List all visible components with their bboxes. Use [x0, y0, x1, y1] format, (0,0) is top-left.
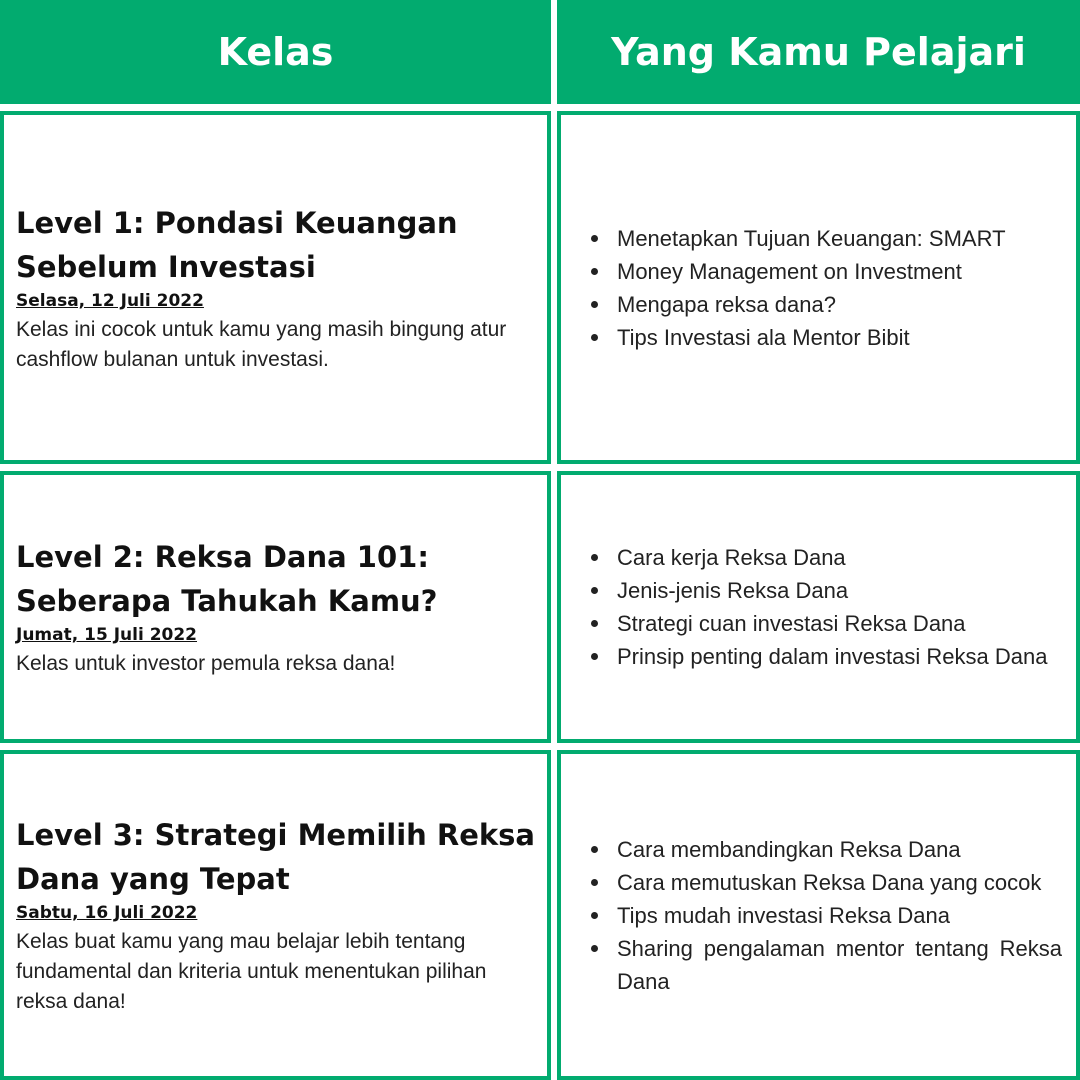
topic-text: Prinsip penting dalam investasi Reksa Dana: [617, 644, 1048, 669]
bullet-icon: [591, 912, 598, 919]
topic-item: [587, 607, 1062, 640]
topic-text: Tips mudah investasi Reksa Dana: [617, 902, 951, 928]
topics-cell-level-2: [557, 471, 1080, 743]
class-cell-level-2: [0, 471, 551, 743]
topic-text: Sharing pengalaman mentor tentang Reksa Dana: [617, 935, 1062, 994]
bullet-icon: [591, 879, 598, 886]
bullet-icon: [591, 620, 598, 627]
topic-text: Jenis-jenis Reksa Dana: [617, 578, 849, 603]
header-yang-kamu-pelajari: [557, 0, 1080, 104]
topics-cell-level-1: [557, 111, 1080, 464]
topic-list: [587, 222, 1062, 354]
topic-item: [587, 640, 1062, 673]
topic-item: [587, 932, 1062, 998]
bullet-icon: [591, 587, 598, 594]
class-title: Level 2: Reksa Dana 101: Seberapa Tahukah Kamu?: [16, 540, 438, 618]
class-title: Level 3: Strategi Memilih Reksa Dana yang Tepat: [16, 818, 535, 896]
topic-text: Cara memutuskan Reksa Dana yang cocok: [617, 869, 1042, 895]
bullet-icon: [591, 301, 598, 308]
class-cell-level-3: [0, 750, 551, 1080]
topic-item: [587, 866, 1062, 899]
topic-item: [587, 541, 1062, 574]
class-date: Jumat, 15 Juli 2022: [16, 625, 198, 645]
class-description: Kelas untuk investor pemula reksa dana!: [16, 652, 396, 675]
class-description: Kelas ini cocok untuk kamu yang masih bingung atur cashflow bulanan untuk investasi.: [16, 317, 507, 371]
topic-text: Money Management on Investment: [617, 258, 962, 284]
topic-item: [587, 255, 1062, 288]
topic-item: [587, 833, 1062, 866]
topic-text: Cara membandingkan Reksa Dana: [617, 836, 961, 862]
bullet-icon: [591, 268, 598, 275]
topic-item: [587, 899, 1062, 932]
topic-text: Cara kerja Reksa Dana: [617, 545, 846, 570]
topic-item: [587, 574, 1062, 607]
bullet-icon: [591, 235, 598, 242]
header-kelas-label: Kelas: [217, 30, 334, 74]
bullet-icon: [591, 846, 598, 853]
topic-item: [587, 321, 1062, 354]
class-cell-level-1: [0, 111, 551, 464]
topic-text: Menetapkan Tujuan Keuangan: SMART: [617, 225, 1006, 251]
topic-list: [587, 833, 1062, 998]
bullet-icon: [591, 945, 598, 952]
class-description: Kelas buat kamu yang mau belajar lebih tentang fundamental dan kriteria untuk menentukan pilihan reksa dana!: [16, 930, 487, 1013]
bullet-icon: [591, 653, 598, 660]
topic-list: [587, 541, 1062, 673]
header-pelajari-label: Yang Kamu Pelajari: [611, 30, 1026, 74]
topic-text: Tips Investasi ala Mentor Bibit: [617, 324, 910, 350]
class-title: Level 1: Pondasi Keuangan Sebelum Investasi: [16, 205, 458, 284]
bullet-icon: [591, 334, 598, 341]
topic-text: Mengapa reksa dana?: [617, 291, 836, 317]
topics-cell-level-3: [557, 750, 1080, 1080]
topic-item: [587, 222, 1062, 255]
header-kelas: [0, 0, 551, 104]
topic-text: Strategi cuan investasi Reksa Dana: [617, 611, 966, 636]
bullet-icon: [591, 554, 598, 561]
topic-item: [587, 288, 1062, 321]
class-date: Sabtu, 16 Juli 2022: [16, 903, 198, 923]
class-date: Selasa, 12 Juli 2022: [16, 290, 204, 311]
